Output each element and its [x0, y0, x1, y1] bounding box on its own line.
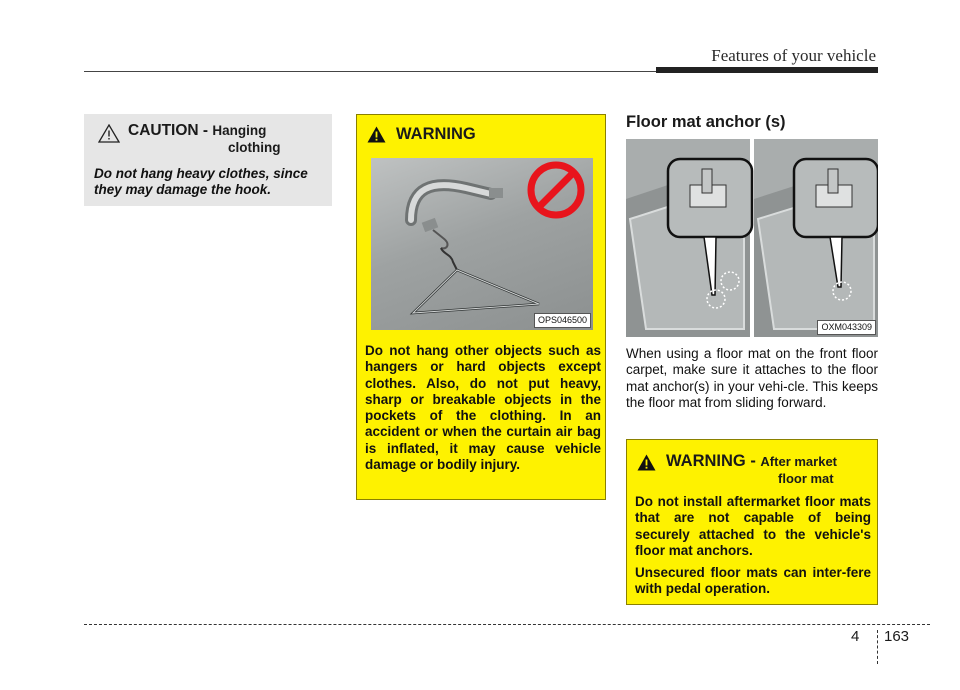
warning-triangle-icon — [367, 126, 386, 143]
warning-label: WARNING - — [666, 452, 756, 470]
warning-paragraph-2: Unsecured floor mats can inter-fere with pedal operation. — [635, 565, 871, 597]
caution-heading — [94, 122, 322, 156]
caution-box — [84, 114, 332, 206]
floor-mat-anchor-drawing — [626, 139, 878, 337]
warning-text: Do not hang other objects such as hangers or hard objects except clothes. Also, do not put heavy, sharp or breakable objects in the pockets of the clothing. In an accident or when the curtain air bag is inflated, it may cause vehicle damage or bodily injury. — [365, 343, 601, 473]
warning-title: WARNING — [396, 125, 476, 143]
section-title: Floor mat anchor (s) — [626, 113, 786, 131]
figure-code: OPS046500 — [534, 313, 591, 328]
warning-subtitle-line1: After market — [760, 454, 838, 469]
page-number: 163 — [884, 628, 910, 645]
footer-separator — [877, 630, 878, 664]
floor-mat-anchor-illustration — [626, 139, 878, 337]
caution-text: Do not hang heavy clothes, since they may damage the hook. — [94, 166, 308, 197]
body-paragraph: When using a floor mat on the front floor carpet, make sure it attaches to the floor mat anchor(s) in your vehi-cle. This keeps the floor mat from sliding forward. — [626, 346, 878, 410]
warning-subtitle-line2: floor mat — [778, 471, 834, 486]
caution-subtitle-line2: clothing — [228, 140, 281, 155]
header-rule-accent — [656, 67, 878, 73]
warning-box-hanging — [356, 114, 606, 500]
header-title: Features of your vehicle — [711, 46, 876, 65]
figure-code: OXM043309 — [817, 320, 876, 335]
warning-title — [666, 452, 837, 487]
caution-subtitle-line1: Hanging — [212, 123, 267, 138]
chapter-number: 4 — [851, 628, 860, 645]
warning-triangle-icon — [637, 454, 656, 471]
caution-label: CAUTION - — [128, 122, 209, 139]
warning-box-aftermarket-mat — [626, 439, 878, 605]
coat-hook-illustration — [371, 158, 593, 330]
caution-title — [128, 122, 281, 156]
warning-text — [635, 494, 871, 604]
warning-triangle-icon — [98, 124, 120, 143]
footer-rule — [84, 624, 930, 625]
coat-hook-hanger-drawing — [371, 158, 593, 330]
warning-heading — [637, 452, 837, 487]
header-rule — [84, 71, 656, 72]
warning-paragraph-1: Do not install aftermarket floor mats that are not capable of being securely attached to the vehicle's floor mat anchors. — [635, 494, 871, 558]
warning-heading — [367, 125, 476, 144]
